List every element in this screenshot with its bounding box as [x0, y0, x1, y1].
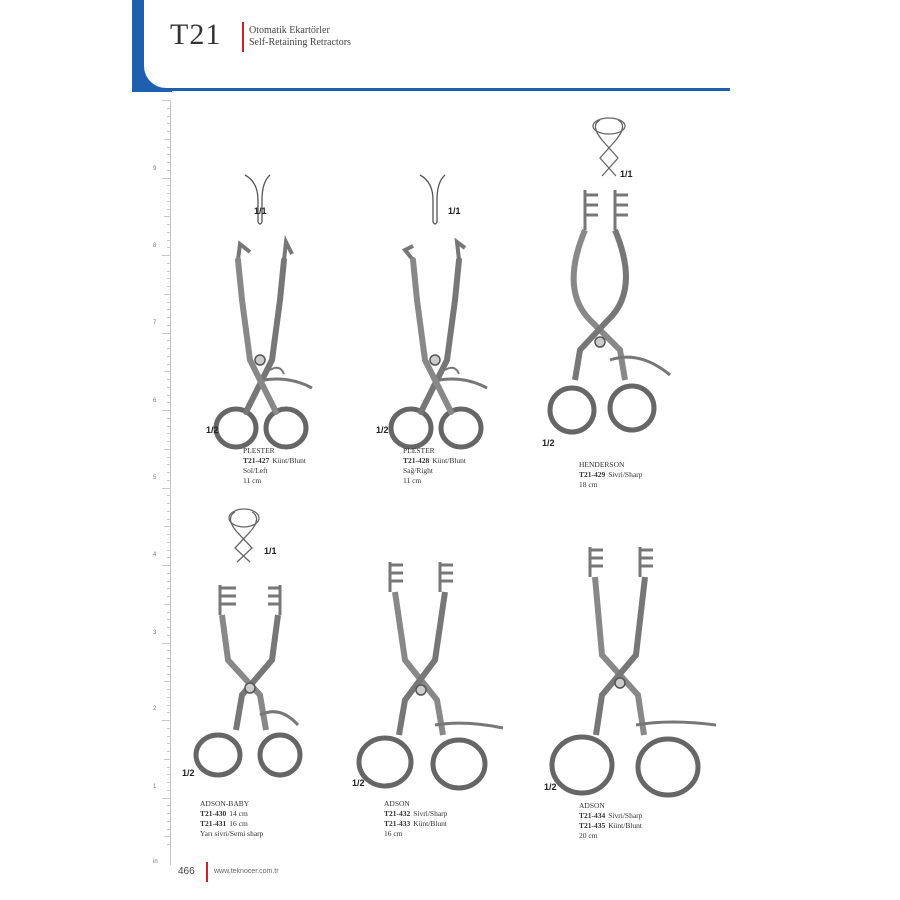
- ruler-tick: [167, 364, 170, 365]
- product-side: Sağ/Right: [403, 466, 434, 475]
- ruler-tick: [167, 402, 170, 403]
- product-caption: [200, 799, 263, 839]
- ruler-tick: [167, 317, 170, 318]
- product-caption: [403, 446, 466, 486]
- measurement-ruler: [162, 100, 171, 865]
- catalog-code: T21: [170, 18, 222, 51]
- ruler-tick: [167, 743, 170, 744]
- ruler-tick: [167, 844, 170, 845]
- ruler-tick: [164, 371, 170, 372]
- tip-scale-label: 1/1: [620, 169, 633, 179]
- product-desc: Sivri/Sharp: [608, 811, 643, 820]
- product-desc: 16 cm: [229, 819, 248, 828]
- page-number: 466: [178, 866, 195, 877]
- product-side: Sol/Left: [243, 466, 268, 475]
- ruler-label: 4: [153, 552, 157, 558]
- ruler-tick: [167, 108, 170, 109]
- ruler-tick: [167, 441, 170, 442]
- ruler-tick: [167, 240, 170, 241]
- ruler-tick: [167, 325, 170, 326]
- ruler-label: 8: [153, 243, 157, 249]
- ruler-tick: [162, 565, 170, 566]
- ruler-tick: [164, 216, 170, 217]
- product-code: T21-435: [579, 821, 606, 830]
- ruler-tick: [167, 588, 170, 589]
- tip-scale-label: 1/1: [254, 206, 267, 216]
- product-name: ADSON: [384, 799, 410, 808]
- product-caption: [579, 801, 642, 841]
- ruler-tick: [167, 712, 170, 713]
- product-caption: [579, 460, 642, 490]
- ruler-tick: [167, 464, 170, 465]
- ruler-label: 5: [153, 475, 157, 481]
- ruler-label: 2: [153, 706, 157, 712]
- ruler-tick: [167, 278, 170, 279]
- category-title-tr: Otomatik Ekartörler: [249, 25, 330, 36]
- product-name: PLESTER: [403, 446, 435, 455]
- product-code: T21-429: [579, 470, 606, 479]
- product-code: T21-432: [384, 809, 411, 818]
- ruler-tick: [162, 100, 170, 101]
- plester-left-illustration: [200, 160, 320, 440]
- loop-tip-icon: [593, 118, 625, 176]
- ruler-tick: [167, 340, 170, 341]
- ruler-label: 7: [153, 320, 157, 326]
- scale-label: 1/2: [352, 778, 365, 788]
- header-panel: [144, 0, 744, 88]
- product-desc: 14 cm: [229, 809, 248, 818]
- product-tip-type: Yarı sivri/Semi sharp: [200, 829, 264, 838]
- product-name: PLESTER: [243, 446, 275, 455]
- ruler-tick: [167, 201, 170, 202]
- ruler-tick: [167, 503, 170, 504]
- ruler-label: 9: [153, 166, 157, 172]
- product-length: 20 cm: [579, 831, 598, 840]
- ruler-tick: [167, 581, 170, 582]
- ruler-label: 3: [153, 630, 157, 636]
- adson-16cm-illustration: [345, 550, 505, 800]
- ruler-tick: [167, 131, 170, 132]
- ruler-tick: [167, 650, 170, 651]
- ruler-tick: [167, 790, 170, 791]
- scale-label: 1/2: [206, 425, 219, 435]
- ruler-tick: [167, 534, 170, 535]
- tip-detail-icon: [245, 175, 270, 224]
- ruler-tick: [164, 681, 170, 682]
- product-desc: Künt/Blunt: [432, 456, 467, 465]
- scale-label: 1/2: [182, 768, 195, 778]
- ruler-tick: [167, 728, 170, 729]
- ruler-tick: [162, 798, 170, 799]
- ruler-tick: [167, 162, 170, 163]
- ruler-tick: [167, 511, 170, 512]
- ruler-tick: [167, 821, 170, 822]
- henderson-illustration: [530, 110, 710, 460]
- product-desc: Künt/Blunt: [272, 456, 307, 465]
- plester-right-illustration: [375, 160, 495, 440]
- ruler-tick: [167, 433, 170, 434]
- ruler-tick: [167, 116, 170, 117]
- ruler-tick: [167, 519, 170, 520]
- tip-scale-label: 1/1: [448, 206, 461, 216]
- ruler-label: 1: [153, 784, 157, 790]
- ruler-tick: [162, 720, 170, 721]
- ruler-tick: [167, 356, 170, 357]
- ruler-tick: [167, 774, 170, 775]
- ruler-label: 6: [153, 398, 157, 404]
- ruler-tick: [167, 813, 170, 814]
- product-name: ADSON-BABY: [200, 799, 250, 808]
- scale-label: 1/2: [376, 425, 389, 435]
- ruler-tick: [167, 263, 170, 264]
- ruler-tick: [167, 782, 170, 783]
- ruler-tick: [167, 705, 170, 706]
- ruler-tick: [167, 736, 170, 737]
- ruler-tick: [167, 247, 170, 248]
- ruler-tick: [167, 170, 170, 171]
- ruler-tick: [167, 674, 170, 675]
- ruler-tick: [167, 658, 170, 659]
- ruler-tick: [167, 697, 170, 698]
- ruler-tick: [162, 488, 170, 489]
- ruler-tick: [167, 635, 170, 636]
- product-desc: Künt/Blunt: [413, 819, 448, 828]
- ruler-tick: [167, 154, 170, 155]
- product-desc: Sivri/Sharp: [608, 470, 643, 479]
- ruler-tick: [162, 178, 170, 179]
- product-desc: Künt/Blunt: [608, 821, 643, 830]
- ruler-tick: [164, 836, 170, 837]
- ruler-tick: [164, 759, 170, 760]
- product-code: T21-433: [384, 819, 411, 828]
- product-name: ADSON: [579, 801, 605, 810]
- header-divider: [242, 22, 244, 52]
- tip-scale-label: 1/1: [264, 546, 277, 556]
- product-code: T21-427: [243, 456, 270, 465]
- ruler-tick: [167, 286, 170, 287]
- ruler-tick: [167, 209, 170, 210]
- ruler-tick: [167, 829, 170, 830]
- ruler-tick: [164, 449, 170, 450]
- adson-baby-illustration: [180, 500, 330, 800]
- header-rule: [132, 88, 730, 91]
- product-code: T21-428: [403, 456, 430, 465]
- ruler-tick: [167, 348, 170, 349]
- scale-label: 1/2: [544, 782, 557, 792]
- ruler-tick: [167, 627, 170, 628]
- ruler-tick: [167, 395, 170, 396]
- ruler-tick: [167, 123, 170, 124]
- ruler-tick: [167, 480, 170, 481]
- product-caption: [384, 799, 447, 839]
- ruler-tick: [162, 333, 170, 334]
- ruler-tick: [162, 255, 170, 256]
- ruler-tick: [164, 526, 170, 527]
- ruler-label: in: [153, 859, 158, 865]
- ruler-tick: [167, 185, 170, 186]
- product-caption: [243, 446, 306, 486]
- product-length: 11 cm: [403, 476, 422, 485]
- product-code: T21-434: [579, 811, 606, 820]
- ruler-tick: [164, 294, 170, 295]
- ruler-tick: [167, 666, 170, 667]
- ruler-tick: [167, 542, 170, 543]
- category-title-en: Self-Retaining Retractors: [249, 37, 351, 48]
- product-desc: Sivri/Sharp: [413, 809, 448, 818]
- ruler-tick: [167, 302, 170, 303]
- loop-tip-icon: [229, 509, 259, 562]
- product-name: HENDERSON: [579, 460, 625, 469]
- product-code: T21-430: [200, 809, 227, 818]
- ruler-tick: [167, 550, 170, 551]
- scale-label: 1/2: [542, 438, 555, 448]
- ruler-tick: [167, 619, 170, 620]
- product-code: T21-431: [200, 819, 227, 828]
- tip-detail-icon: [420, 175, 445, 224]
- footer-divider: [206, 862, 208, 882]
- ruler-tick: [167, 457, 170, 458]
- ruler-tick: [167, 224, 170, 225]
- product-length: 16 cm: [384, 829, 403, 838]
- ruler-tick: [164, 604, 170, 605]
- ruler-tick: [167, 426, 170, 427]
- ruler-tick: [167, 573, 170, 574]
- ruler-tick: [167, 495, 170, 496]
- ruler-tick: [167, 232, 170, 233]
- ruler-tick: [164, 139, 170, 140]
- product-length: 11 cm: [243, 476, 262, 485]
- ruler-tick: [167, 612, 170, 613]
- ruler-tick: [167, 751, 170, 752]
- ruler-tick: [167, 557, 170, 558]
- ruler-tick: [167, 147, 170, 148]
- ruler-tick: [167, 271, 170, 272]
- ruler-tick: [162, 410, 170, 411]
- ruler-tick: [167, 379, 170, 380]
- ruler-tick: [167, 418, 170, 419]
- ruler-tick: [167, 193, 170, 194]
- ruler-tick: [162, 643, 170, 644]
- ruler-tick: [167, 387, 170, 388]
- ruler-tick: [167, 596, 170, 597]
- ruler-tick: [167, 767, 170, 768]
- ruler-tick: [167, 309, 170, 310]
- ruler-tick: [167, 472, 170, 473]
- ruler-tick: [167, 689, 170, 690]
- website-link[interactable]: www.teknocer.com.tr: [214, 868, 279, 875]
- adson-20cm-illustration: [540, 535, 720, 805]
- product-length: 18 cm: [579, 480, 598, 489]
- ruler-tick: [167, 805, 170, 806]
